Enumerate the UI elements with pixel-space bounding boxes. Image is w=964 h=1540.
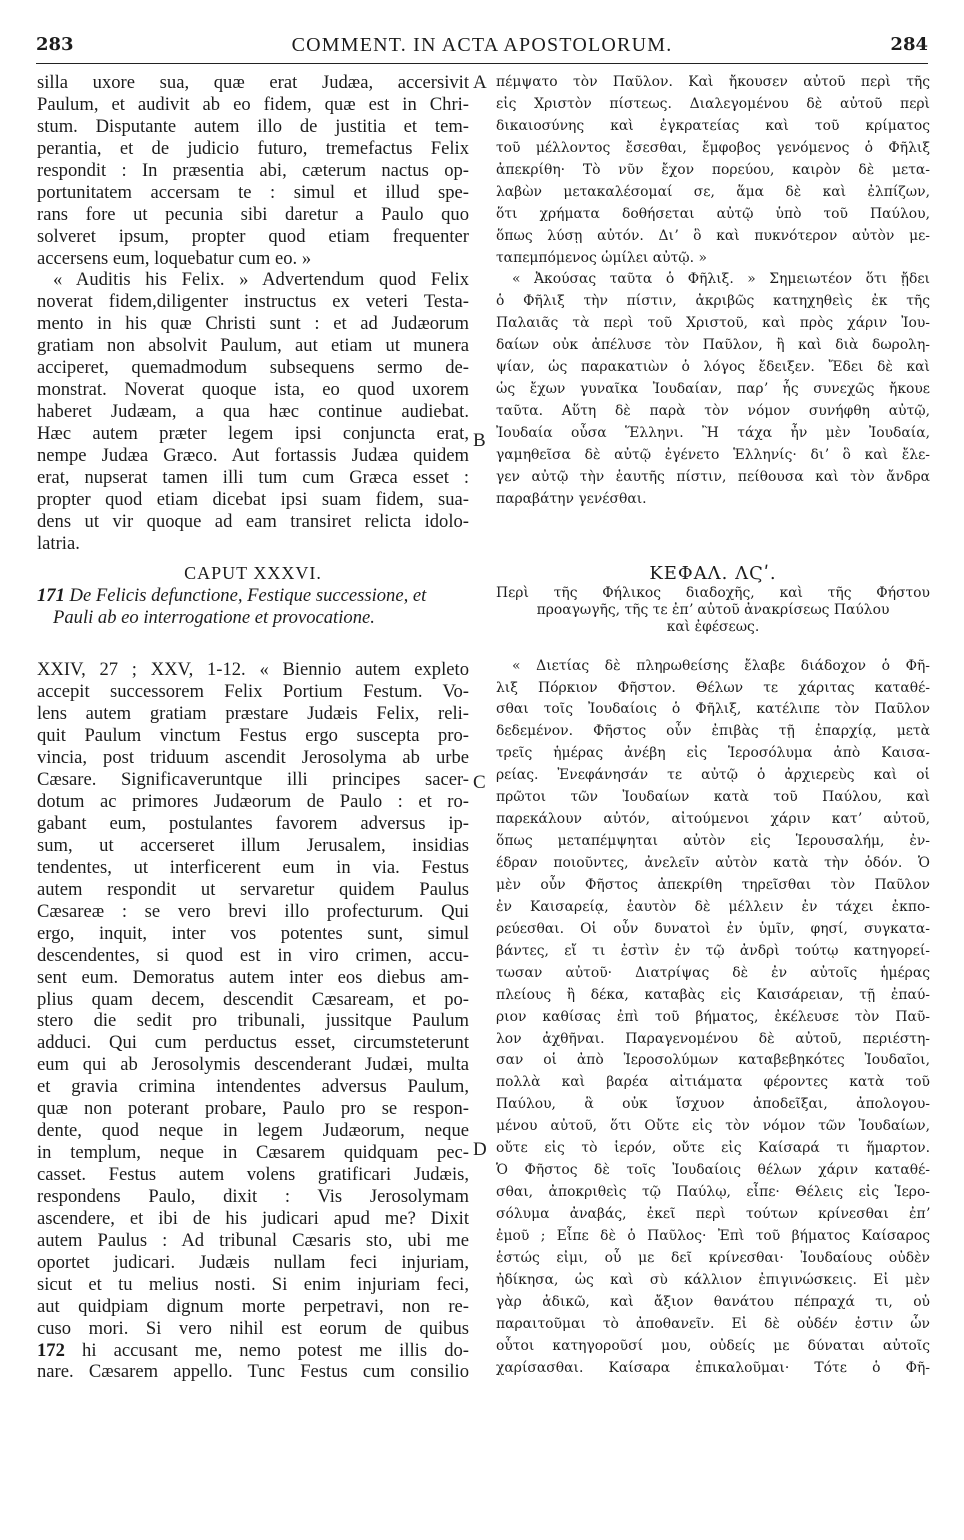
text-line: γὰρ ἀδικῶ, καὶ ἄξιον θανάτου πέπραχά τι, οὐ xyxy=(496,1293,930,1310)
text-line: haberet Judæam, a qua hæc continue audiebat. xyxy=(37,401,469,423)
text-line: ὁ Φῆλιξ τὴν πίστιν, ἀκριβῶς κατηχηθεὶς ἐκ τῆς xyxy=(496,293,930,310)
text-line: σθαι, ἀποκριθεὶς τῷ Παύλῳ, εἶπε· Θέλεις εἰς Ἱερο- xyxy=(496,1184,930,1201)
summary-line: καὶ ἐφέσεως. xyxy=(666,618,760,635)
text-line: lens autem gratiam præstare Judæis Felix, reli- xyxy=(37,703,469,725)
chapter-summary-greek xyxy=(496,585,930,636)
latin-column xyxy=(37,72,469,1383)
chapter-summary-latin-2: Pauli ab eo interrogatione et provocatione. xyxy=(53,606,375,628)
text-line: mento in his quæ Christi sunt : et ad Judæorum xyxy=(37,313,469,335)
text-line: μὲν οὖν Φῆστος ἀπεκρίθη τηρεῖσθαι τὸν Παῦλον xyxy=(496,876,930,893)
text-line: stum. Disputante autem illo de justitia et tem- xyxy=(37,115,469,137)
text-line: ταπεμπόμενος ὡμίλει αὐτῷ. » xyxy=(496,249,707,266)
text-line: δεδεμένον. Φῆστος οὖν ἐπιβὰς τῇ ἐπαρχίᾳ, μετὰ xyxy=(496,723,930,740)
text-line: δαίων οὐκ ἀπέλυσε τὸν Παῦλον, ἢ καὶ διὰ δωρολη- xyxy=(496,337,930,354)
text-line: παρεκάλουν αὐτόν, αἰτούμενοι χάριν κατʼ αὐτοῦ, xyxy=(496,811,930,828)
text-line: πέμψατο τὸν Παῦλον. Καὶ ἤκουσεν αὐτοῦ περὶ τῆς xyxy=(496,74,930,90)
text-line: γεν αὐτῷ τὴν ἑαυτῆς πίστιν, πείθουσα καὶ τὸν ἄνδρα xyxy=(496,468,930,485)
text-line: τοῦ μέλλοντος ἔσεσθαι, ἔμφοβος γενόμενος ὁ Φῆλιξ xyxy=(496,139,930,156)
text-line: plius quam decem, descendit Cæsaream, et po- xyxy=(37,988,469,1010)
text-line: accepit successorem Felix Portium Festum. Vo- xyxy=(37,681,469,703)
running-title: COMMENT. IN ACTA APOSTOLORUM. xyxy=(291,34,673,56)
page-number-right: 284 xyxy=(890,34,928,55)
text-line: Paulum, et audivit ab eo fidem, quæ est in Chri- xyxy=(37,93,469,115)
running-header xyxy=(36,34,928,64)
text-line: gabant eum, postulantes favorem adversus ip- xyxy=(37,813,469,834)
text-line: μένου αὐτοῦ, ὅτι Οὔτε εἰς τὸν νόμον τῶν Ἰουδαίων, xyxy=(496,1118,930,1135)
text-line: παραιτοῦμαι τὸ ἀποθανεῖν. Εἰ δὲ οὐδέν ἐστιν ὧν xyxy=(496,1315,930,1332)
text-line: ὅπως λύσῃ αὐτόν. Διʼ ὃ καὶ πυκνότερον αὐτὸν με- xyxy=(496,227,930,244)
text-line: « Auditis his Felix. » Advertendum quod Felix xyxy=(53,269,469,291)
text-line: autem Paulus : Ad tribunal Cæsaris sto, ubi me xyxy=(37,1229,469,1251)
text-line: παραβάτην γενέσθαι. xyxy=(496,490,647,507)
text-line: ριον καθίσας ἐπὶ τοῦ βήματος, ἐκέλευσε τὸν Παῦ- xyxy=(496,1008,930,1025)
text-line: aut quidpiam dignum morte perpetravi, non re- xyxy=(37,1295,469,1317)
text-line: latria. xyxy=(37,532,80,554)
text-line: ἐν Καισαρείᾳ, ἑαυτὸν δὲ μέλλειν ἐν τάχει ἐκπο- xyxy=(496,898,930,915)
text-line: et gravia crimina intendentes adversus Paulum, xyxy=(37,1076,469,1098)
text-line: accersens eum, loquebatur cum eo. » xyxy=(37,247,312,269)
text-line: λαβὼν μετακαλέσομαί σε, ἅμα δὲ καὶ ἐλπίζων, xyxy=(496,183,930,200)
text-line: quit Paulum vinctum Festus ergo suscepta pro- xyxy=(37,725,469,747)
text-line: nempe Judæa Græco. Aut fortassis Judæa quidem xyxy=(37,444,469,466)
text-line: εἰς Χριστὸν πίστεως. Διαλεγομένου δὲ αὐτοῦ περὶ xyxy=(496,95,930,112)
text-line: noverat fidem,diligenter instructus ex veteri Testa- xyxy=(37,291,469,313)
text-line: λιξ Πόρκιον Φῆστον. Θέλων τε χάριτας καταθέ- xyxy=(496,679,930,696)
text-line: Cæsare. Significaveruntque illi principes sacer- xyxy=(37,769,469,791)
column-marker-b: B xyxy=(473,430,486,451)
text-line: acciperet, quemadmodum subsequens sermo de- xyxy=(37,357,469,379)
text-line: σόλυμα ἀναβάς, ἐκεῖ περὶ τούτων κρίνεσθαι ἐπʼ xyxy=(496,1206,930,1222)
greek-paragraph-1 xyxy=(496,72,930,269)
text-line: dens ut vir quoque ad eam transiret relicta idolo- xyxy=(37,510,469,532)
text-line: « Διετίας δὲ πληρωθείσης ἔλαβε διάδοχον ὁ Φῆ- xyxy=(512,657,930,674)
text-line: autem respondit ut servaretur quidem Paulus xyxy=(37,878,469,900)
text-line: ascendere, et ibi de his judicari apud me? Dixit xyxy=(37,1207,469,1229)
text-line: οὗτοι κατηγοροῦσί μου, οὐδείς με δύναται αὐτοῖς xyxy=(496,1337,930,1354)
latin-paragraph-3 xyxy=(37,659,469,1383)
column-marker-c: C xyxy=(473,772,486,793)
text-line: έδραν ποιοῦντες, ἀνελεῖν αὐτὸν κατὰ τὴν ὁδόν. Ὁ xyxy=(496,855,930,871)
text-line: quæ non poterant probare, Paulo pro se respon- xyxy=(37,1098,469,1120)
text-line: χαρίσασθαι. Καίσαρα ἐπικαλοῦμαι· Τότε ὁ Φῆ- xyxy=(496,1359,930,1376)
text-line: eum qui ab Jerosolymis descenderant Judæi, multa xyxy=(37,1054,469,1076)
text-line: Ἰουδαία οὖσα Ἕλληνι. Ἢ τάχα ἦν μὲν Ἰουδαία, xyxy=(496,425,930,441)
text-line: vincia, post triduum ascendit Jerosolyma ab urbe xyxy=(37,747,469,769)
text-line: ἑστώς εἰμι, οὗ με δεῖ κρίνεσθαι· Ἰουδαίους οὐδὲν xyxy=(496,1249,930,1266)
greek-paragraph-3 xyxy=(496,656,930,1380)
text-line: Cæsareæ : se vero brevi illo profecturum. Qui xyxy=(37,900,469,922)
text-line: ρείας. Ἐνεφάνησάν τε αὐτῷ ὁ ἀρχιερεὺς καὶ οἱ xyxy=(496,767,930,784)
text-line: XXIV, 27 ; XXV, 1-12. « Biennio autem expleto xyxy=(37,659,469,681)
text-line: ψίαν, ὡς παρακατιὼν ὁ λόγος ἔδειξεν. Ἔδει δὲ καὶ xyxy=(496,359,930,376)
text-line: ὅτι χρήματα δοθήσεται αὐτῷ ὑπὸ τοῦ Παύλου, xyxy=(496,205,930,222)
text-line: sent eum. Demoratus autem inter eos diebus am- xyxy=(37,966,469,988)
text-line: sicut et tu melius nosti. Si enim injuriam feci, xyxy=(37,1273,469,1295)
text-line-172: 172 hi accusant me, nemo potest me illis do- xyxy=(37,1339,469,1361)
text-line: erat, nupserat tamen illi tum cum Græca esset : xyxy=(37,466,469,488)
text-line: gratiam non absolvit Paulum, aut etiam ut munera xyxy=(37,335,469,357)
text-line: σθαι τοῖς Ἰουδαίοις ὁ Φῆλιξ, κατέλιπε τὸν Παῦλον xyxy=(496,701,930,718)
greek-column xyxy=(496,72,930,1380)
text-line: descendentes, si quod est in viro crimen, accu- xyxy=(37,944,469,966)
text-line: σαν οἱ ἀπὸ Ἱεροσολύμων καταβεβηκότες Ἰουδαῖοι, xyxy=(496,1052,930,1069)
text-line: ἀπεκρίθη· Τὸ νῦν ἔχον πορεύου, καιρὸν δὲ μετα- xyxy=(496,161,930,178)
text-line: casset. Festus autem volens gratificari Judæis, xyxy=(37,1164,469,1185)
latin-paragraph-1 xyxy=(37,72,469,269)
text-line: Παλαιᾶς τὰ περὶ τοῦ Χριστοῦ, καὶ πρὸς χάριν Ἰου- xyxy=(496,315,930,332)
text-line: dente, quod neque in legem Judæorum, neque xyxy=(37,1120,469,1142)
chapter-heading-latin: CAPUT XXXVI. xyxy=(184,562,322,583)
text-line: ergo, inquit, inter vos potentes sunt, simul xyxy=(37,922,469,944)
latin-paragraph-2 xyxy=(37,269,469,554)
text-line: stero die sedit pro tribunali, jussitque Paulum xyxy=(37,1010,469,1032)
greek-paragraph-2 xyxy=(496,269,930,510)
column-marker-d: D xyxy=(473,1139,487,1160)
text-line: Ὁ Φῆστος δὲ τοῖς Ἰουδαίοις θέλων χάριν καταθέ- xyxy=(496,1162,930,1179)
text-line: τρεῖς ἡμέρας ἀνέβη εἰς Ἱεροσόλυμα ἀπὸ Καισα- xyxy=(496,745,930,762)
text-line: ταῦτα. Αὕτη δὲ παρὰ τὸν νόμον συνήφθη αὐτῷ, xyxy=(496,403,930,420)
text-line: solveret ipsum, propter quod etiam frequenter xyxy=(37,225,469,247)
text-line: πλείους ἢ δέκα, καταβὰς εἰς Καισάρειαν, τῇ ἐπαύ- xyxy=(496,986,930,1003)
text-line: γαμηθεῖσα δὲ αὐτῷ ἐγένετο Ἑλληνίς· διʼ ὃ καὶ ἔλε- xyxy=(496,446,930,463)
text-line: portunitatem accersam te : simul et illud spe- xyxy=(37,181,469,203)
text-line: Παύλου, ἃ οὐκ ἴσχυον ἀποδεῖξαι, ἀπολογου- xyxy=(496,1096,930,1113)
column-marker-a: A xyxy=(473,72,487,93)
text-line: cuso mori. Si vero nihil est eorum de quibus xyxy=(37,1317,469,1339)
text-line: propter quod etiam dicebat ipsi suam fidem, sua- xyxy=(37,488,469,510)
text-line: adduci. Qui cum perductus esset, circumsteterunt xyxy=(37,1032,469,1054)
text-line: τωσαν αὐτοῦ· Διατρίψας δὲ ἐν αὐτοῖς ἡμέρας xyxy=(496,964,930,981)
page-number-left: 283 xyxy=(36,34,74,55)
text-line: Hæc autem præter legem ipsi conjuncta erat, xyxy=(37,423,469,444)
text-line: nare. Cæsarem appello. Tunc Festus cum consilio xyxy=(37,1361,469,1383)
text-line: ὅπως μεταπέμψηται αὐτὸν εἰς Ἱερουσαλήμ, ἐν- xyxy=(496,833,930,850)
text-line: monstrat. Noverat quoque ista, eo quod uxorem xyxy=(37,379,469,401)
text-line: ἠδίκησα, ὡς καὶ σὺ κάλλιον ἐπιγινώσκεις. Εἰ μὲν xyxy=(496,1271,930,1288)
text-line: ρεύεσθαι. Οἱ οὖν δυνατοὶ ἐν ὑμῖν, φησί, συγκατα- xyxy=(496,920,930,937)
text-line: λον ἀχθῆναι. Παραγενομένου δὲ αὐτοῦ, περιέστη- xyxy=(496,1030,930,1047)
text-line: silla uxore sua, quæ erat Judæa, accersivit xyxy=(37,72,469,93)
text-line: tendentes, ut interficerent eum in via. Festus xyxy=(37,856,469,878)
text-line: βάντες, εἴ τι ἐστὶν ἐν τῷ ἀνδρὶ τούτῳ κατηγορεί- xyxy=(496,942,930,959)
text-line: respondens Paulo, dixit : Vis Jerosolymam xyxy=(37,1185,469,1207)
text-line: in templum, neque in Cæsarem quidquam pec- xyxy=(37,1142,469,1164)
margin-number-171: 171 xyxy=(37,584,65,606)
text-line: « Ἀκούσας ταῦτα ὁ Φῆλιξ. » Σημειωτέον ὅτι ᾔδει xyxy=(512,271,930,288)
text-line: oportet judicari. Judæis nullam feci injuriam, xyxy=(37,1251,469,1273)
text-line: respondit : In præsentia abi, cæterum nactus op- xyxy=(37,159,469,181)
text-line: sum, ut accerseret illum Jerusalem, insidias xyxy=(37,834,469,856)
summary-line: Περὶ τῆς Φήλικος διαδοχῆς, καὶ τῆς Φήστου xyxy=(496,584,930,601)
text-line: πολλὰ καὶ βαρέα αἰτιάματα φέροντες κατὰ τοῦ xyxy=(496,1074,930,1091)
text-line: ὡς ἔχων γυναῖκα Ἰουδαίαν, παρʼ ἧς συνεχῶς ἤκουε xyxy=(496,381,930,398)
margin-number-172: 172 xyxy=(37,1339,65,1361)
chapter-heading-greek: ΚΕΦΑΛ. ΛϚʹ. xyxy=(649,562,777,584)
text-line: οὔτε εἰς τὸ ἱερόν, οὔτε εἰς Καίσαρά τι ἥμαρτον. xyxy=(496,1140,930,1157)
text-line: dotum ac primores Judæorum de Paulo : et ro- xyxy=(37,791,469,813)
text-line: perantia, et de judicio futuro, tremefactus Felix xyxy=(37,137,469,159)
chapter-summary-latin: 171 De Felicis defunctione, Festique successione, et xyxy=(37,584,427,606)
text-line: ἐμοῦ ; Εἶπε δὲ ὁ Παῦλος· Ἐπὶ τοῦ βήματος Καίσαρος xyxy=(496,1227,930,1244)
summary-line: προαγωγῆς, τῆς τε ἐπʼ αὐτοῦ ἀνακρίσεως Παύλου xyxy=(536,601,890,618)
header-rule xyxy=(36,63,928,64)
text-line: πρῶτοι τῶν Ἰουδαίων κατὰ τοῦ Παύλου, καὶ xyxy=(496,789,930,806)
text-line: rans fore ut pecunia sibi daretur a Paulo quo xyxy=(37,203,469,225)
text-line: δικαιοσύνης καὶ ἐγκρατείας καὶ τοῦ κρίματος xyxy=(496,117,930,134)
